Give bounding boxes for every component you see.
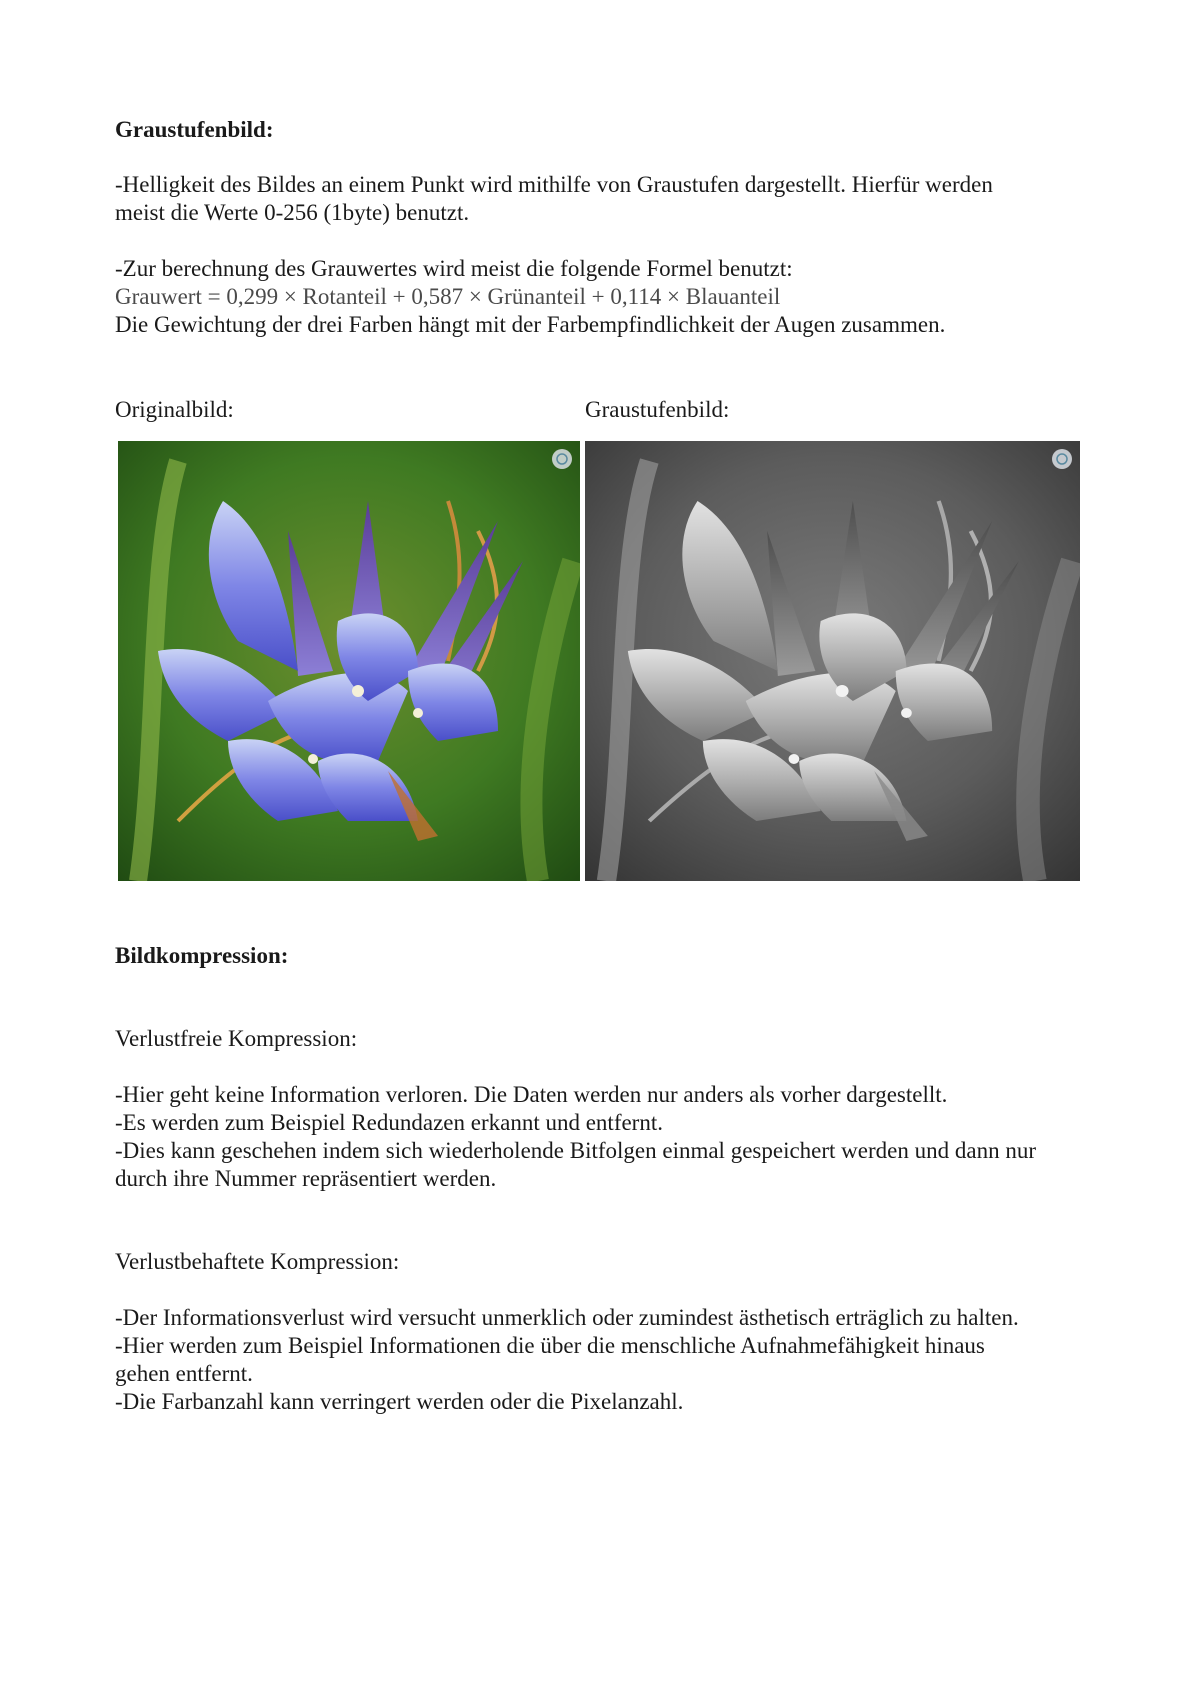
paragraph-line: -Es werden zum Beispiel Redundazen erkannt und entfernt.: [115, 1110, 663, 1135]
grayscale-formula: Grauwert = 0,299 × Rotanteil + 0,587 × Grünanteil + 0,114 × Blauanteil: [115, 284, 781, 309]
original-image-label: Originalbild:: [115, 397, 234, 422]
zoom-icon[interactable]: [552, 449, 572, 469]
grayscale-heading: Graustufenbild:: [115, 117, 274, 142]
lossy-title: Verlustbehaftete Kompression:: [115, 1249, 400, 1274]
paragraph-line: -Die Farbanzahl kann verringert werden oder die Pixelanzahl.: [115, 1389, 684, 1414]
paragraph-line: -Helligkeit des Bildes an einem Punkt wird mithilfe von Graustufen dargestellt. Hierfür werden: [115, 172, 993, 197]
paragraph-line: -Hier werden zum Beispiel Informationen die über die menschliche Aufnahmefähigkeit hinaus: [115, 1333, 985, 1358]
paragraph-line: -Zur berechnung des Grauwertes wird meist die folgende Formel benutzt:: [115, 256, 793, 281]
paragraph-line: -Dies kann geschehen indem sich wiederholende Bitfolgen einmal gespeichert werden und dann nur: [115, 1138, 1036, 1163]
grayscale-flower-image: [585, 441, 1080, 881]
paragraph-line: -Hier geht keine Information verloren. Die Daten werden nur anders als vorher dargestellt.: [115, 1082, 948, 1107]
paragraph-line: durch ihre Nummer repräsentiert werden.: [115, 1166, 497, 1191]
lossless-title: Verlustfreie Kompression:: [115, 1026, 358, 1051]
paragraph-line: -Der Informationsverlust wird versucht unmerklich oder zumindest ästhetisch erträglich zu halten.: [115, 1305, 1019, 1330]
compression-heading: Bildkompression:: [115, 943, 289, 968]
paragraph-line: meist die Werte 0-256 (1byte) benutzt.: [115, 200, 470, 225]
paragraph-line: gehen entfernt.: [115, 1361, 253, 1386]
grayscale-image-label: Graustufenbild:: [585, 397, 730, 422]
zoom-icon[interactable]: [1052, 449, 1072, 469]
paragraph-line: Die Gewichtung der drei Farben hängt mit der Farbempfindlichkeit der Augen zusammen.: [115, 312, 946, 337]
original-flower-image: [118, 441, 580, 881]
